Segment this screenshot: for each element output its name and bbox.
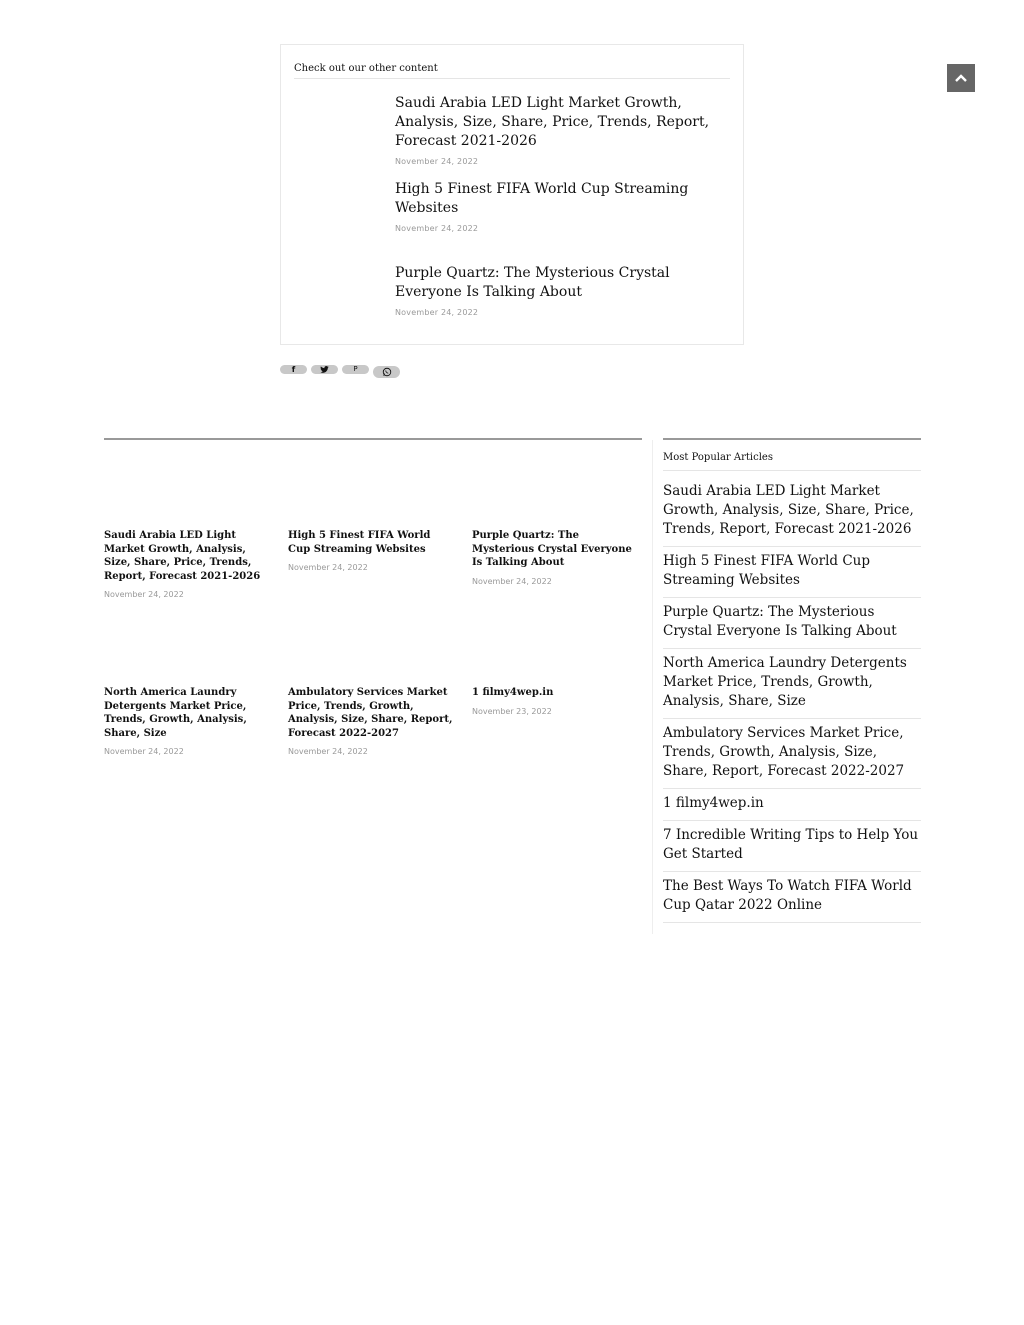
article-title-link[interactable]: High 5 Finest FIFA World Cup Streaming Websites — [395, 181, 689, 216]
related-article-card — [288, 686, 456, 756]
related-article-card — [104, 529, 272, 599]
related-article-title[interactable]: Ambulatory Services Market Price, Trends, Growth, Analysis, Size, Share, Report, Forecast 2022-2027 — [288, 687, 453, 739]
chevron-up-icon — [954, 73, 968, 83]
other-content-box — [280, 44, 744, 345]
article-date: November 24, 2022 — [395, 308, 479, 317]
twitter-share-button[interactable] — [311, 365, 338, 374]
related-article-title[interactable]: North America Laundry Detergents Market Price, Trends, Growth, Analysis, Share, Size — [104, 687, 247, 739]
related-article-date: November 24, 2022 — [104, 747, 184, 756]
related-article-date: November 24, 2022 — [288, 563, 368, 572]
pinterest-icon: P — [353, 365, 358, 373]
popular-article-link[interactable]: 1 filmy4wep.in — [663, 789, 921, 821]
article-date: November 24, 2022 — [395, 157, 479, 166]
popular-section-divider — [663, 438, 921, 440]
share-buttons — [280, 365, 400, 378]
whatsapp-share-button[interactable] — [373, 366, 400, 378]
popular-article-link[interactable]: North America Laundry Detergents Market Price, Trends, Growth, Analysis, Share, Size — [663, 649, 921, 719]
related-section-divider — [104, 438, 642, 440]
related-article-title[interactable]: Purple Quartz: The Mysterious Crystal Everyone Is Talking About — [472, 530, 632, 568]
popular-article-link[interactable]: The Best Ways To Watch FIFA World Cup Qatar 2022 Online — [663, 872, 921, 923]
whatsapp-icon — [382, 367, 392, 377]
back-to-top-button[interactable] — [947, 64, 975, 92]
popular-articles-heading: Most Popular Articles — [663, 452, 921, 471]
related-article-title[interactable]: 1 filmy4wep.in — [472, 687, 554, 698]
popular-article-link[interactable]: High 5 Finest FIFA World Cup Streaming Websites — [663, 547, 921, 598]
article-title-link[interactable]: Saudi Arabia LED Light Market Growth, Analysis, Size, Share, Price, Trends, Report, Forecast 2021-2026 — [395, 95, 710, 149]
related-article-card — [472, 686, 640, 716]
popular-article-link[interactable]: Saudi Arabia LED Light Market Growth, Analysis, Size, Share, Price, Trends, Report, Forecast 2021-2026 — [663, 477, 921, 547]
popular-article-link[interactable]: 7 Incredible Writing Tips to Help You Get Started — [663, 821, 921, 872]
other-content-item — [395, 180, 731, 233]
article-title-link[interactable]: Purple Quartz: The Mysterious Crystal Everyone Is Talking About — [395, 265, 670, 300]
article-thumbnail[interactable] — [294, 180, 384, 240]
article-thumbnail[interactable] — [294, 264, 384, 324]
related-article-date: November 24, 2022 — [472, 576, 552, 586]
related-article-title[interactable]: High 5 Finest FIFA World Cup Streaming Websites — [288, 530, 431, 555]
related-article-date: November 24, 2022 — [288, 747, 368, 756]
popular-article-link[interactable]: Purple Quartz: The Mysterious Crystal Everyone Is Talking About — [663, 598, 921, 649]
facebook-icon: f — [291, 365, 296, 374]
related-article-card — [104, 686, 272, 756]
pinterest-share-button[interactable] — [342, 365, 369, 374]
related-article-date: November 23, 2022 — [472, 706, 552, 716]
twitter-icon — [320, 366, 329, 373]
other-content-item — [395, 94, 731, 166]
column-divider — [652, 440, 653, 934]
article-date: November 24, 2022 — [395, 224, 479, 233]
popular-article-link[interactable]: Ambulatory Services Market Price, Trends, Growth, Analysis, Size, Share, Report, Forecast 2022-2027 — [663, 719, 921, 789]
popular-articles-list — [663, 477, 921, 923]
related-article-card — [288, 529, 456, 572]
other-content-heading: Check out our other content — [294, 63, 730, 79]
article-thumbnail[interactable] — [294, 95, 384, 155]
facebook-share-button[interactable] — [280, 365, 307, 374]
related-article-date: November 24, 2022 — [104, 590, 184, 599]
other-content-item — [395, 264, 731, 317]
related-article-card — [472, 529, 640, 586]
related-article-title[interactable]: Saudi Arabia LED Light Market Growth, Analysis, Size, Share, Price, Trends, Report, Forecast 2021-2026 — [104, 530, 261, 582]
